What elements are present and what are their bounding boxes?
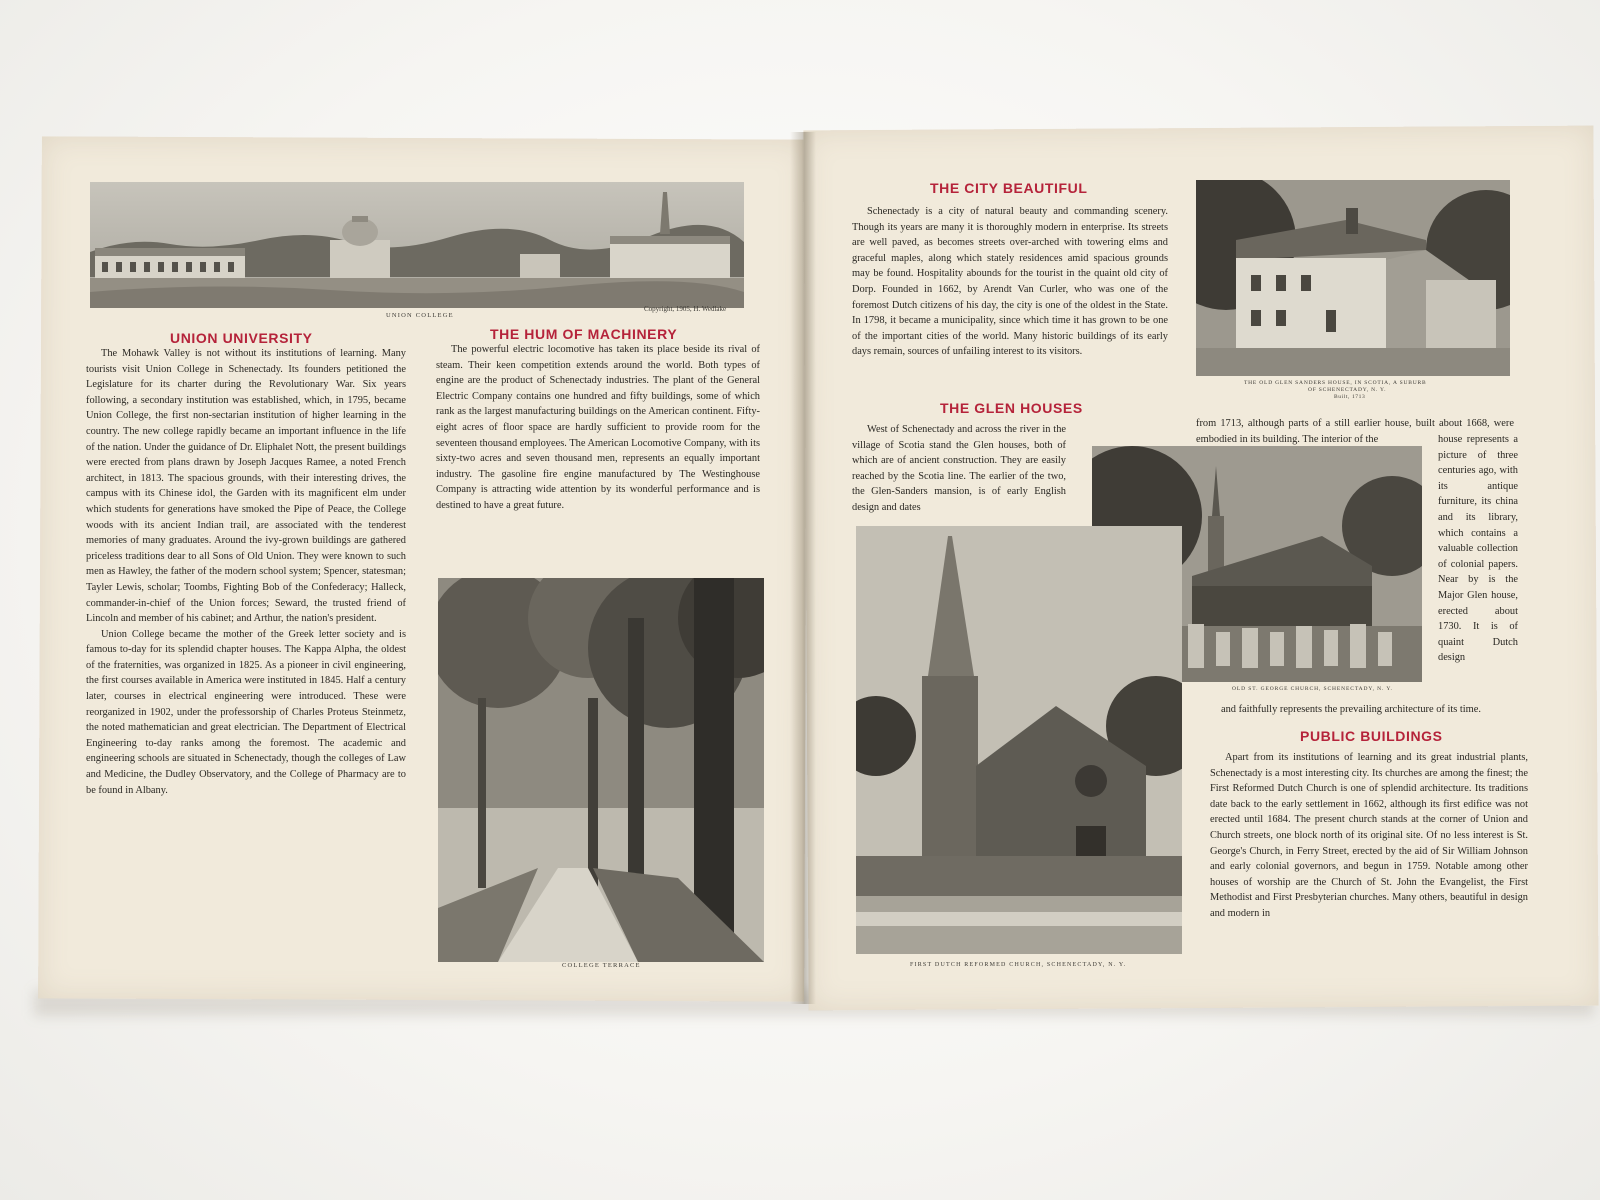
college-terrace-photo <box>438 578 764 962</box>
glen-houses-side-column-text <box>1438 432 1518 666</box>
union-college-panorama-photo <box>90 182 744 308</box>
booklet-gutter <box>790 132 816 1004</box>
city-beautiful-text <box>852 204 1168 360</box>
glen-sanders-house-photo <box>1196 180 1510 376</box>
hum-of-machinery-paragraph: The powerful electric locomotive has taken its place beside its rival of steam. Their keen competition extends around the world. Both types of engine are the product of Schenectady industries. The plant of the General Electric Company contains one hundred and fifty buildings, some of which rank as the largest manufacturing buildings on the American continent. Fifty-eight acres of floor space are hardly sufficient to provide room for the seventeen thousand employees. The American Locomotive Company, with its sixty-two acres and seven thousand men, represents an equally important industry. The gasoline fire engine manufactured by The Westinghouse Company is attracting wide attention by its wonderful performance and is destined to have a great future. <box>436 344 760 511</box>
copyright-notice: Copyright, 1905, H. Wedlake <box>644 305 727 313</box>
glen-sanders-caption-line: OF SCHENECTADY, N. Y. <box>1308 387 1387 393</box>
st-george-church-caption: OLD ST. GEORGE CHURCH, SCHENECTADY, N. Y. <box>1232 686 1393 692</box>
union-university-heading: UNION UNIVERSITY <box>170 330 313 346</box>
city-beautiful-heading: THE CITY BEAUTIFUL <box>930 180 1088 196</box>
dutch-church-caption: FIRST DUTCH REFORMED CHURCH, SCHENECTADY, N. Y. <box>910 962 1127 968</box>
glen-houses-closing: and faithfully represents the prevailing architecture of its time. <box>1221 704 1481 715</box>
union-university-paragraph: The Mohawk Valley is not without its institutions of learning. Many tourists visit Union College in Schenectady. Its founders petitioned the Legislature for its charter during the Revolutionary War. Six years following, a secondary institution was established, which, in 1795, became Union College, the first non-sectarian institution of higher learning in the country. The new college rapidly became an important influence in the life of the nation. Under the guidance of Dr. Eliphalet Nott, the present buildings were erected from plans drawn by Joseph Jacques Ramee, a noted French architect, in 1813. The spacious grounds, with their interesting drives, the campus with its Chinese idol, the Garden with its magnificent elm under which students for generations have smoked the Pipe of Peace, the College woods with its ancient Indian trail, are associated with the tenderest memories of many graduates. Around the ivy-grown buildings are gathered priceless traditions dear to all Sons of Old Union. They were known to such men as Hawley, the father of the modern school system; Spencer, statesman; Tayler Lewis, scholar; Toombs, Fighting Bob of the Confederacy; Halleck, commander-in-chief of the Union forces; Seward, the trusted friend of Lincoln and member of his cabinet; and Arthur, the nation's president. <box>86 348 406 625</box>
public-buildings-paragraph: Apart from its institutions of learning and its great industrial plants, Schenectady is a most interesting city. Its churches are among the finest; the First Reformed Dutch Church is one of splendid architecture. Its traditions date back to the early settlement in 1662, although its first edifice was not erected until 1684. The present church stands at the corner of Union and Church streets, one block north of its original site. Of no less interest is St. George's Church, in Ferry Street, erected by the aid of Sir William Johnson and early colonial governors, and begun in 1759. Notable among other houses of worship are the Church of St. John the Evangelist, the First Methodist and First Presbyterian churches. Many others, beautiful in design and modern in <box>1210 752 1528 919</box>
first-dutch-reformed-church-photo <box>856 526 1182 954</box>
hum-of-machinery-heading: THE HUM OF MACHINERY <box>490 326 678 342</box>
glen-houses-intro-text <box>852 422 1066 516</box>
city-beautiful-paragraph: Schenectady is a city of natural beauty and commanding scenery. Though its years are many it is thoroughly modern in enterprise. Its streets are well paved, as becomes streets over-arched with towering elms and graceful maples, along which stately residences amid spacious grounds may be found. Hospitality abounds for the tourist in the quaint old city of Dorp. Founded in 1662, by Arendt Van Curler, who was one of the foremost Dutch citizens of his day, the city is one of the oldest in the State. In 1798, it became a municipality, since which time it has grown to be one of the important cities of the world. Many historic buildings of its early days remain, sources of unfailing interest to its visitors. <box>852 206 1168 358</box>
public-buildings-heading: PUBLIC BUILDINGS <box>1300 728 1443 744</box>
glen-houses-side-column: house represents a picture of three centuries ago, with its antique furniture, its china and its library, which contains a valuable collection of colonial papers. Near by is the Major Glen house, erected about 1730. It is of quaint Dutch design <box>1438 434 1518 664</box>
glen-houses-heading: THE GLEN HOUSES <box>940 400 1083 416</box>
college-terrace-caption: COLLEGE TERRACE <box>562 962 641 969</box>
glen-sanders-caption-line: THE OLD GLEN SANDERS HOUSE, IN SCOTIA, A SUBURB <box>1244 380 1427 386</box>
glen-sanders-caption-line: Built, 1713 <box>1334 394 1366 400</box>
union-college-caption: UNION COLLEGE <box>386 312 454 319</box>
glen-houses-continuation: from 1713, although parts of a still earlier house, built about 1668, were embodied in its building. The interior of the <box>1196 418 1514 445</box>
public-buildings-text <box>1210 750 1528 922</box>
union-university-text <box>86 346 406 798</box>
glen-houses-closing-text <box>1206 702 1518 718</box>
hum-of-machinery-text <box>436 342 760 514</box>
union-university-paragraph: Union College became the mother of the Greek letter society and is famous to-day for its splendid chapter houses. The Kappa Alpha, the oldest of the fraternities, was organized in 1825. As a pioneer in civil engineering, the first courses available in America were instituted in 1845. Half a century later, courses in electrical engineering were introduced. These were reorganized in 1902, under the professorship of Charles Proteus Steinmetz, the noted mathematician and great electrician. The Department of Electrical Engineering to-day ranks among the foremost. The academic and engineering schools are situated in Schenectady, though the colleges of Law and Medicine, the Dudley Observatory, and the College of Pharmacy are to be found in Albany. <box>86 628 406 796</box>
glen-houses-intro: West of Schenectady and across the river in the village of Scotia stand the Glen houses, both of which are of ancient construction. They are easily reached by the Scotia line. The earlier of the two, the Glen-Sanders mansion, is of early English design and dates <box>852 424 1066 513</box>
